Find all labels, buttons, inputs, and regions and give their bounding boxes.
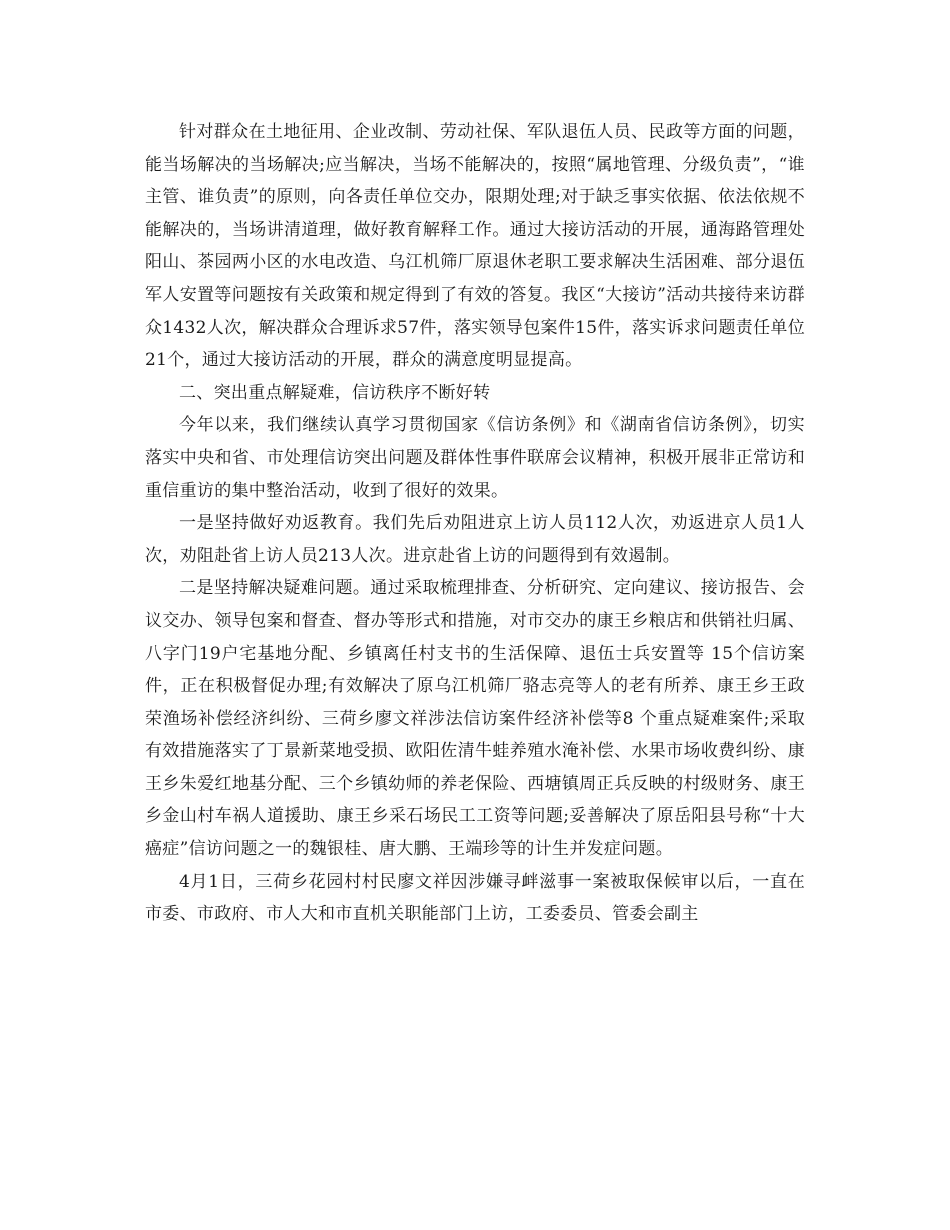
paragraph-difficult-cases: 二是坚持解决疑难问题。通过采取梳理排查、分析研究、定向建议、接访报告、会议交办、领导包案和督查、督办等形式和措施，对市交办的康王乡粮店和供销社归属、八字门19户宅基地分配、乡镇离任村支书的生活保障、退伍士兵安置等 15个信访案件，正在积极督促办理;有效解决了原乌江机筛厂骆志亮等人的老有所养、康王乡王政荣渔场补偿经济纠纷、三荷乡廖文祥涉法信访案件经济补偿等8 个重点疑难案件;采取有效措施落实了丁景新菜地受损、欧阳佐清牛蛙养殖水淹补偿、水果市场收费纠纷、康王乡朱爱红地基分配、三个乡镇幼师的养老保险、西塘镇周正兵反映的村级财务、康王乡金山村车祸人道援助、康王乡采石场民工工资等问题;妥善解决了原岳阳县号称“十大癌症”信访问题之一的魏银桂、唐大鹏、王端珍等的计生并发症问题。 [145, 578, 805, 860]
document-body [145, 116, 805, 931]
section-heading-two: 二、突出重点解疑难，信访秩序不断好转 [179, 382, 491, 403]
paragraph-april-case: 4月1日，三荷乡花园村村民廖文祥因涉嫌寻衅滋事一案被取保候审以后，一直在市委、市政府、市人大和市直机关职能部门上访，工委委员、管委会副主 [145, 871, 805, 925]
paragraph-persuasion: 一是坚持做好劝返教育。我们先后劝阻进京上访人员112人次，劝返进京人员1人次，劝阻赴省上访人员213人次。进京赴省上访的问题得到有效遏制。 [145, 513, 805, 566]
paragraph-regulations: 今年以来，我们继续认真学习贯彻国家《信访条例》和《湖南省信访条例》，切实落实中央和省、市处理信访突出问题及群体性事件联席会议精神，积极开展非正常访和重信重访的集中整治活动，收到了很好的效果。 [145, 415, 805, 501]
paragraph-public-complaints: 针对群众在土地征用、企业改制、劳动社保、军队退伍人员、民政等方面的问题，能当场解决的当场解决;应当解决，当场不能解决的，按照“属地管理、分级负责”，“谁主管、谁负责”的原则，向各责任单位交办，限期处理;对于缺乏事实依据、依法依规不能解决的，当场讲清道理，做好教育解释工作。通过大接访活动的开展，通海路管理处阳山、茶园两小区的水电改造、乌江机筛厂原退休老职工要求解决生活困难、部分退伍军人安置等问题按有关政策和规定得到了有效的答复。我区“大接访”活动共接待来访群众1432人次，解决群众合理诉求57件，落实领导包案件15件，落实诉求问题责任单位21个，通过大接访活动的开展，群众的满意度明显提高。 [145, 122, 805, 371]
